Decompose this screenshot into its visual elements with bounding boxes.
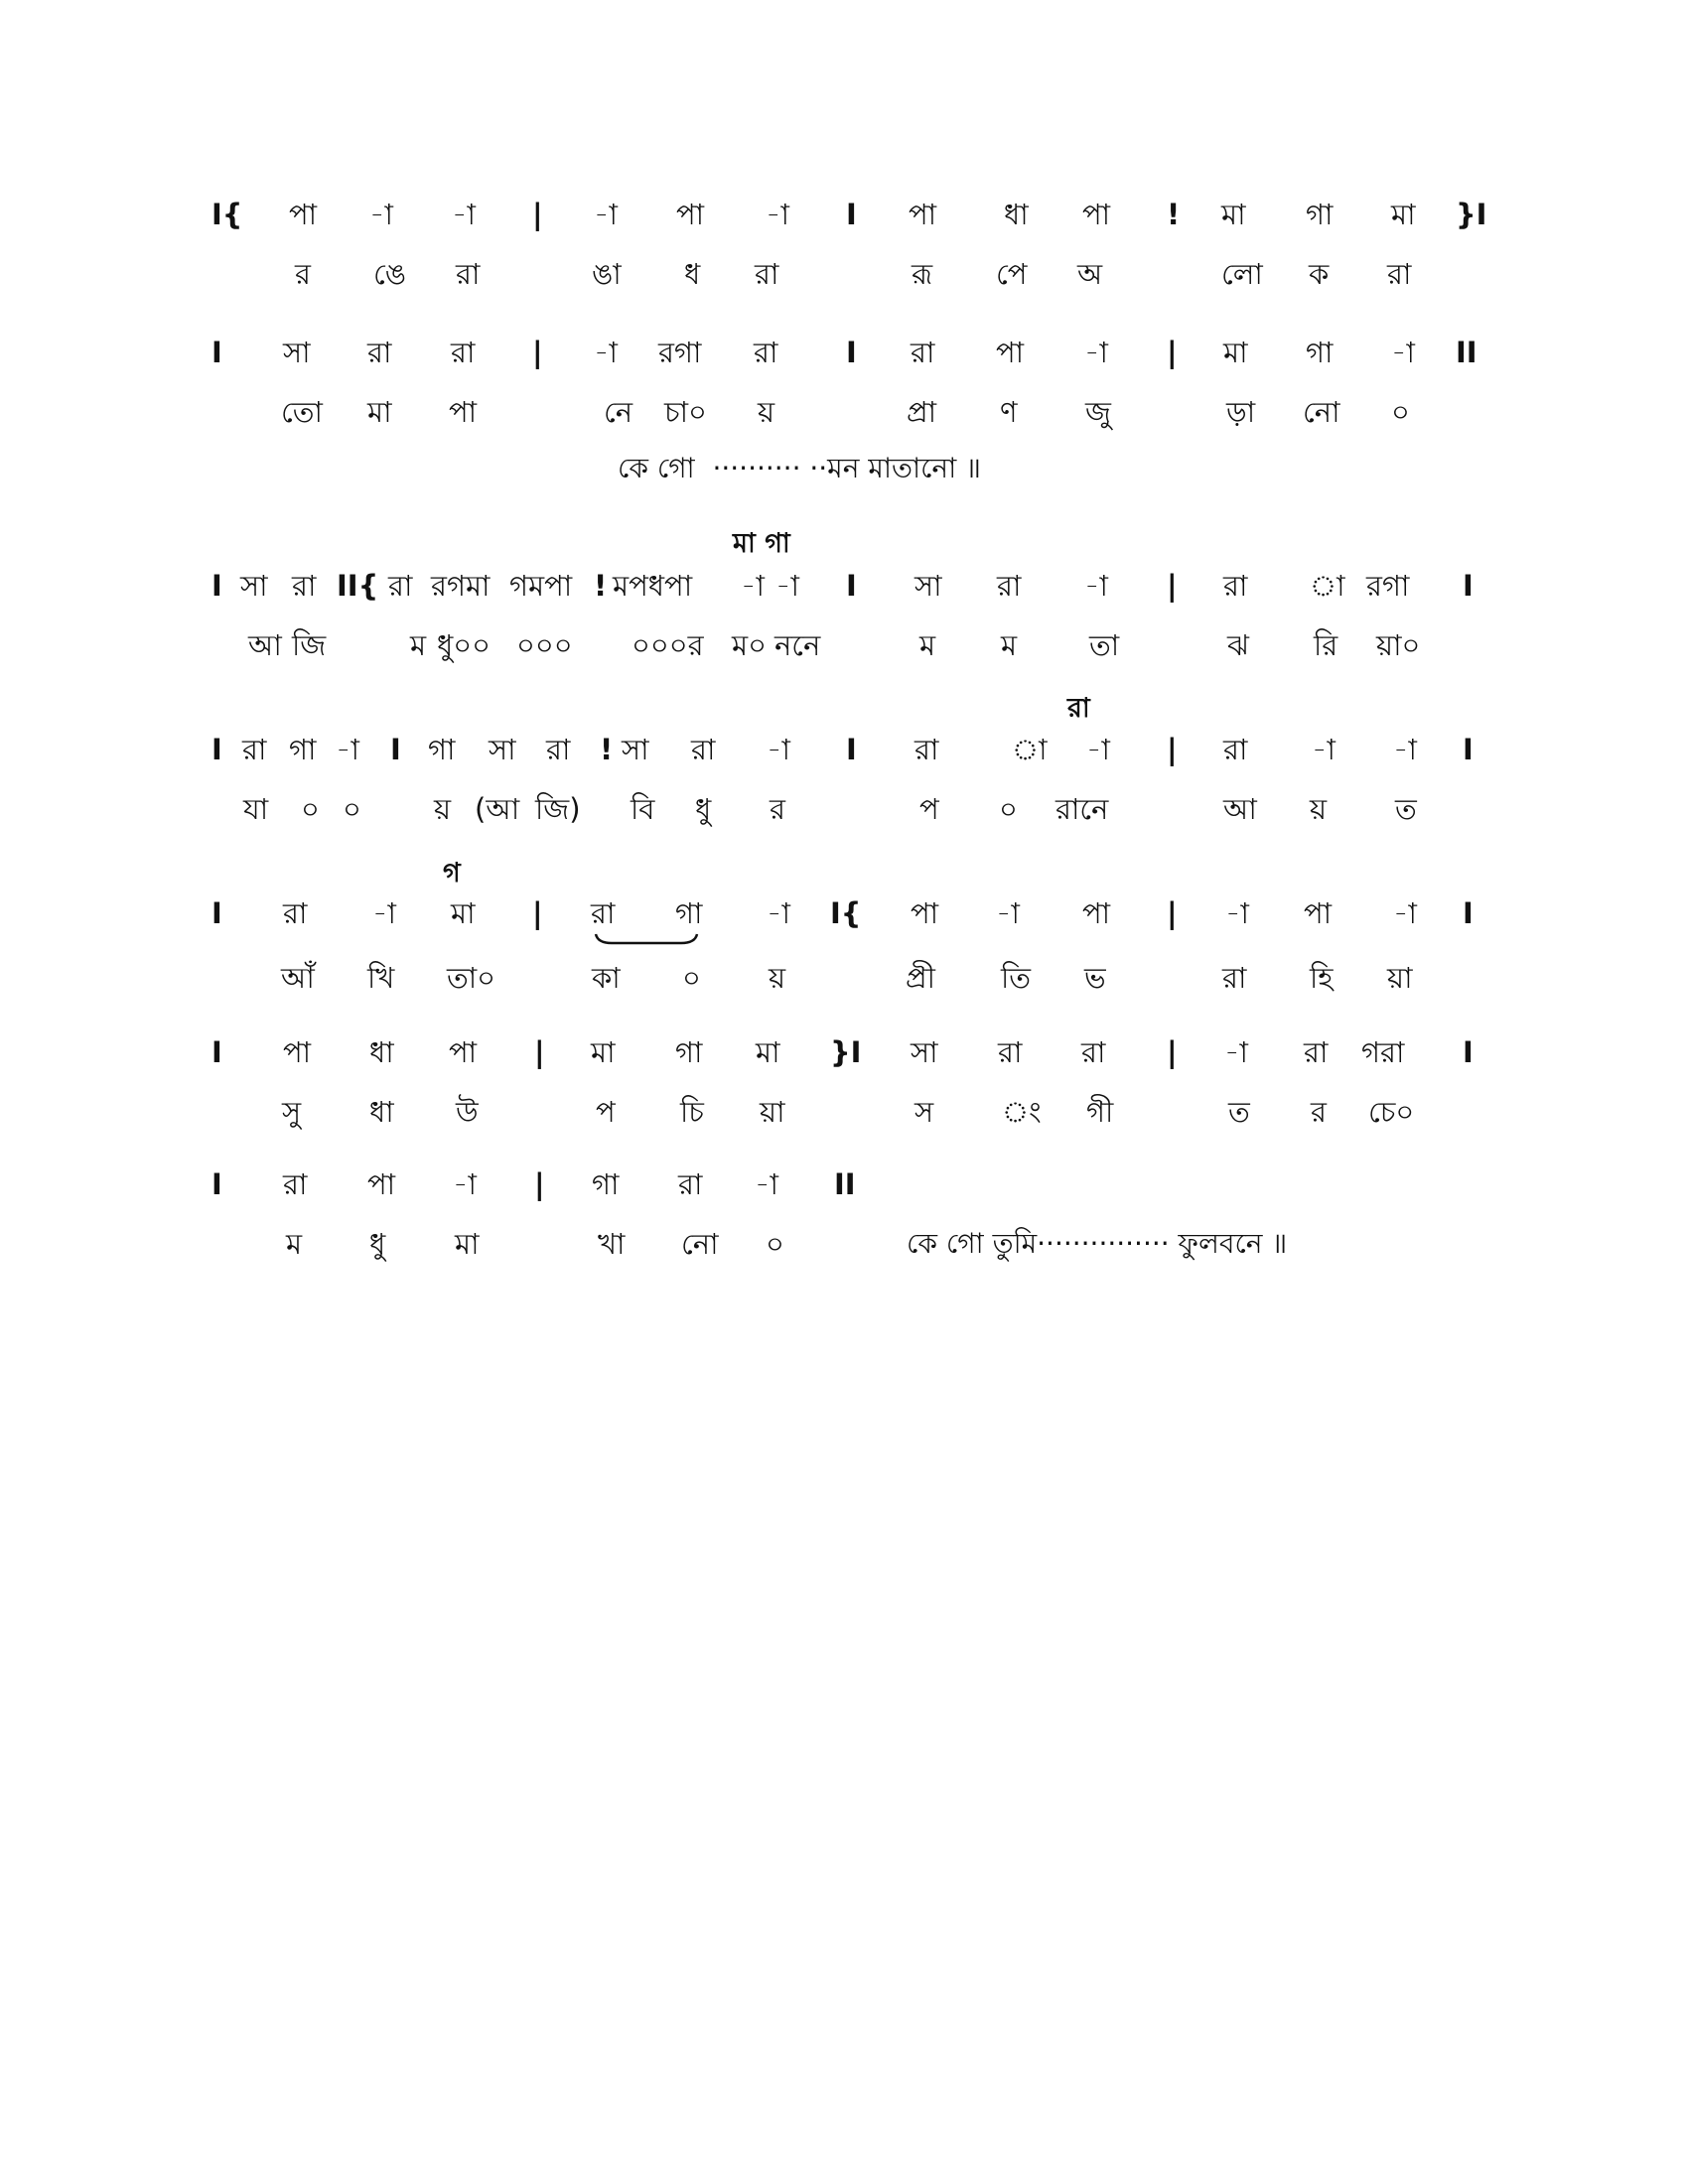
bar-marker: I — [846, 198, 857, 231]
lyric-syllable: লো — [1221, 257, 1263, 291]
bar-marker: I — [211, 336, 222, 369]
swara-note: -া — [767, 733, 790, 766]
grace-note: রা — [1067, 693, 1090, 724]
swara-note: পা — [367, 1167, 396, 1201]
lyric-syllable: য়া — [1387, 961, 1413, 995]
swara-note: া — [1012, 733, 1048, 766]
swara-note: রগা — [1366, 569, 1410, 603]
lyric-syllable: ঙা — [592, 257, 622, 291]
swara-note: -া — [1084, 336, 1108, 369]
lyric-syllable: যা — [243, 792, 269, 826]
lyric-syllable: প্রী — [906, 961, 935, 995]
swara-note: পা — [289, 198, 318, 231]
lyric-line-4 — [0, 784, 1688, 834]
swara-note: গা — [289, 733, 317, 766]
swara-note: রা — [283, 896, 308, 930]
lyric-syllable: রা — [1387, 257, 1412, 291]
lyric-syllable: প — [919, 792, 939, 826]
lyric-line-3 — [0, 620, 1688, 670]
lyric-syllable: ং — [1002, 1095, 1042, 1129]
lyric-syllable: ০০০র — [632, 628, 704, 662]
lyric-syllable: য়া০ — [1376, 628, 1421, 662]
lyric-syllable: র — [295, 257, 311, 291]
lyric-syllable: বি — [631, 792, 655, 826]
lyric-line-1 — [0, 249, 1688, 299]
bar-marker: I — [1463, 569, 1474, 603]
lyric-syllable: কা — [592, 961, 621, 995]
swara-note: -া — [369, 198, 393, 231]
bar-marker: II{ — [337, 569, 379, 603]
swara-note: রা — [1223, 569, 1248, 603]
lyric-syllable: গী — [1086, 1095, 1114, 1129]
swara-note: া — [1310, 569, 1345, 603]
notation-line-6 — [0, 1027, 1688, 1077]
bar-marker: I{ — [211, 198, 243, 231]
lyric-syllable: প্রা — [907, 395, 937, 429]
bar-marker: }I — [1456, 198, 1487, 231]
swara-note: -া — [453, 1167, 477, 1201]
swara-note: পা — [1304, 896, 1333, 930]
swara-note: -া — [1225, 896, 1249, 930]
lyric-syllable: ০ — [343, 792, 361, 826]
swara-note: -া — [1084, 569, 1108, 603]
bar-marker: | — [534, 1035, 545, 1069]
lyric-syllable: ম০ — [732, 628, 767, 662]
bar-marker: I — [211, 569, 222, 603]
lyric-syllable: তি — [1001, 961, 1032, 995]
lyric-syllable: (আ — [475, 792, 520, 826]
swara-note: গমপা — [509, 569, 573, 603]
bar-marker: I — [211, 733, 222, 766]
bar-marker: I — [1463, 896, 1474, 930]
swara-note: মপধপা — [613, 569, 693, 603]
lyric-syllable: ০ — [999, 792, 1018, 826]
swara-note: মা — [1391, 198, 1416, 231]
swara-note: মা — [451, 896, 476, 930]
bar-marker: I — [846, 733, 857, 766]
lyric-syllable: তো — [281, 395, 323, 429]
lyric-line-6 — [0, 1087, 1688, 1137]
swara-note: মা — [1221, 198, 1246, 231]
bar-marker: | — [1167, 336, 1178, 369]
bar-marker: I — [1463, 1035, 1474, 1069]
lyric-syllable: ধু — [369, 1227, 386, 1261]
lyric-syllable: ধু — [695, 792, 712, 826]
swara-note: রা — [292, 569, 317, 603]
lyric-syllable: ০ — [766, 1227, 784, 1261]
bar-marker: I — [211, 1035, 222, 1069]
swara-note: -া — [594, 198, 618, 231]
lyric-syllable: রূ — [912, 257, 933, 291]
bar-marker: ! — [600, 733, 614, 766]
lyric-syllable: ধ — [684, 257, 701, 291]
slur-mark — [592, 931, 701, 951]
swara-note: রা — [591, 896, 616, 930]
lyric-syllable: ক — [1309, 257, 1330, 291]
swara-note: পা — [283, 1035, 312, 1069]
swara-note: পা — [676, 198, 705, 231]
refrain-cue: কে গো ·········· ··মন মাতানো ॥ — [618, 452, 981, 484]
bar-marker: ! — [594, 569, 608, 603]
swara-note: রা — [283, 1167, 308, 1201]
swara-note: রা — [754, 336, 778, 369]
lyric-syllable: য় — [434, 792, 452, 826]
lyric-line-7 — [0, 1219, 1688, 1269]
swara-note: -া — [741, 569, 765, 603]
lyric-syllable: রা — [755, 257, 779, 291]
bar-marker: II — [1456, 336, 1477, 369]
lyric-syllable: উ — [456, 1095, 479, 1129]
swara-note: সা — [914, 569, 942, 603]
lyric-syllable: নো — [1303, 395, 1340, 429]
lyric-syllable: ণ — [1000, 395, 1018, 429]
bar-marker: I — [846, 336, 857, 369]
swara-note: রা — [997, 569, 1022, 603]
swara-note: -া — [1224, 1035, 1248, 1069]
lyric-syllable: রি — [1314, 628, 1338, 662]
swara-note: মা — [591, 1035, 616, 1069]
lyric-syllable: নে — [604, 395, 633, 429]
swara-note: পা — [911, 896, 939, 930]
swara-note: সা — [283, 336, 311, 369]
bar-marker: ! — [1167, 198, 1181, 231]
lyric-syllable: চি — [680, 1095, 704, 1129]
swara-note: রগা — [658, 336, 702, 369]
lyric-syllable: ম — [410, 628, 427, 662]
lyric-syllable: রা — [1222, 961, 1247, 995]
lyric-syllable: অ — [1077, 257, 1103, 291]
swara-note: -া — [336, 733, 359, 766]
lyric-syllable: ঙে — [373, 257, 407, 291]
swara-note: সা — [911, 1035, 938, 1069]
lyric-syllable: র — [770, 792, 785, 826]
swara-note: পা — [1082, 198, 1111, 231]
lyric-syllable: রানে — [1055, 792, 1109, 826]
swara-note: -া — [1086, 733, 1110, 766]
swara-note: পা — [909, 198, 937, 231]
lyric-syllable: চে০ — [1368, 1095, 1415, 1129]
swara-note: গা — [592, 1167, 620, 1201]
swara-note: গা — [675, 1035, 703, 1069]
lyric-syllable: পা — [449, 395, 478, 429]
lyric-syllable: আ — [248, 628, 282, 662]
lyric-syllable: ড়া — [1226, 395, 1256, 429]
lyric-syllable: জি) — [535, 792, 581, 826]
swara-note: -া — [1393, 896, 1417, 930]
notation-line-2 — [0, 328, 1688, 377]
bar-marker: I{ — [830, 896, 862, 930]
lyric-syllable: য় — [769, 961, 786, 995]
lyric-syllable: ০ — [1391, 395, 1410, 429]
lyric-syllable: ধা — [369, 1095, 394, 1129]
swara-note: -া — [996, 896, 1020, 930]
lyric-syllable: ০ — [682, 961, 701, 995]
lyric-syllable: য়া — [760, 1095, 785, 1129]
lyric-syllable: হি — [1310, 961, 1334, 995]
lyric-syllable: ০০০ — [516, 628, 573, 662]
swara-note: -া — [372, 896, 396, 930]
lyric-syllable: ম — [919, 628, 936, 662]
notation-line-3 — [0, 561, 1688, 611]
bar-marker: | — [532, 198, 543, 231]
bar-marker: I — [211, 1167, 222, 1201]
swara-note: -া — [775, 569, 799, 603]
swara-note: গা — [1306, 198, 1334, 231]
lyric-syllable: ভ — [1084, 961, 1106, 995]
swara-note: -া — [452, 198, 476, 231]
swara-note: রা — [388, 569, 413, 603]
lyric-syllable: ধু০০ — [437, 628, 491, 662]
lyric-line-5 — [0, 953, 1688, 1003]
swara-note: -া — [594, 336, 618, 369]
bar-marker: I — [846, 569, 857, 603]
swara-note: পা — [996, 336, 1025, 369]
swara-note: রা — [914, 733, 939, 766]
lyric-syllable: চা০ — [664, 395, 707, 429]
lyric-syllable: খি — [367, 961, 395, 995]
swara-note: রা — [367, 336, 392, 369]
lyric-syllable: স — [914, 1095, 934, 1129]
grace-note: গ — [443, 858, 461, 888]
lyric-syllable: র — [1311, 1095, 1327, 1129]
swara-note: রা — [911, 336, 935, 369]
lyric-syllable: জি — [292, 628, 327, 662]
lyric-syllable: য় — [758, 395, 775, 429]
notation-line-1 — [0, 190, 1688, 239]
swara-note: সা — [622, 733, 649, 766]
swara-note: রগমা — [431, 569, 491, 603]
lyric-syllable: তা — [1089, 628, 1120, 662]
lyric-syllable: তা০ — [447, 961, 496, 995]
lyric-syllable: জু — [1085, 395, 1111, 429]
swara-note: -া — [1312, 733, 1336, 766]
bar-marker: II — [834, 1167, 856, 1201]
swara-note: গা — [675, 896, 703, 930]
lyric-syllable: খা — [598, 1227, 626, 1261]
lyric-syllable: রা — [456, 257, 481, 291]
lyric-syllable: পে — [996, 257, 1028, 291]
swara-note: সা — [489, 733, 516, 766]
lyric-syllable: ম — [1001, 628, 1018, 662]
bar-marker: | — [1167, 1035, 1178, 1069]
lyric-syllable: আঁ — [281, 961, 315, 995]
swara-note: রা — [546, 733, 571, 766]
lyric-syllable: সু — [282, 1095, 302, 1129]
swara-note: পা — [449, 1035, 478, 1069]
lyric-syllable: আ — [1223, 792, 1257, 826]
lyric-syllable: ননে — [774, 628, 821, 662]
swara-note: পা — [1082, 896, 1111, 930]
swara-note: রা — [691, 733, 716, 766]
lyric-syllable: ত — [1228, 1095, 1250, 1129]
notation-line-7 — [0, 1160, 1688, 1209]
grace-note: মা গা — [733, 528, 790, 559]
bar-marker: | — [1167, 896, 1178, 930]
bar-marker: | — [1167, 569, 1178, 603]
lyric-syllable: মা — [367, 395, 392, 429]
swara-note: ধা — [369, 1035, 394, 1069]
swara-note: -া — [766, 198, 789, 231]
swara-note: -া — [1391, 336, 1415, 369]
swara-note: রা — [1304, 1035, 1329, 1069]
swara-note: ধা — [1004, 198, 1029, 231]
swara-note: মা — [756, 1035, 780, 1069]
notation-line-5 — [0, 888, 1688, 938]
lyric-syllable: য় — [1310, 792, 1328, 826]
bar-marker: }I — [830, 1035, 862, 1069]
swara-note: -া — [755, 1167, 778, 1201]
notation-line-4 — [0, 725, 1688, 774]
swara-note: রা — [242, 733, 267, 766]
bar-marker: I — [211, 896, 222, 930]
swara-note: রা — [998, 1035, 1023, 1069]
swara-note: মা — [1223, 336, 1248, 369]
swara-note: রা — [451, 336, 476, 369]
bar-marker: I — [390, 733, 401, 766]
lyric-syllable: ০ — [301, 792, 320, 826]
bar-marker: | — [532, 336, 543, 369]
swara-note: রা — [1081, 1035, 1106, 1069]
bar-marker: I — [1463, 733, 1474, 766]
swara-note: গা — [428, 733, 456, 766]
bar-marker: | — [532, 896, 543, 930]
lyric-syllable: ঝ — [1227, 628, 1249, 662]
lyric-syllable: প — [596, 1095, 616, 1129]
lyric-line-2 — [0, 387, 1688, 437]
bar-marker: | — [534, 1167, 545, 1201]
lyric-syllable: মা — [455, 1227, 480, 1261]
swara-note: গরা — [1361, 1035, 1405, 1069]
swara-note: রা — [678, 1167, 703, 1201]
lyric-syllable: ম — [286, 1227, 303, 1261]
bar-marker: | — [1167, 733, 1178, 766]
swara-note: সা — [240, 569, 268, 603]
swara-note: গা — [1306, 336, 1334, 369]
refrain-cue: কে গো তুমি··············· ফুলবনে ॥ — [907, 1227, 1288, 1260]
swara-note: -া — [767, 896, 790, 930]
swara-note: রা — [1223, 733, 1248, 766]
swara-note: -া — [1393, 733, 1417, 766]
lyric-syllable: নো — [681, 1227, 719, 1261]
lyric-syllable: ত — [1395, 792, 1417, 826]
